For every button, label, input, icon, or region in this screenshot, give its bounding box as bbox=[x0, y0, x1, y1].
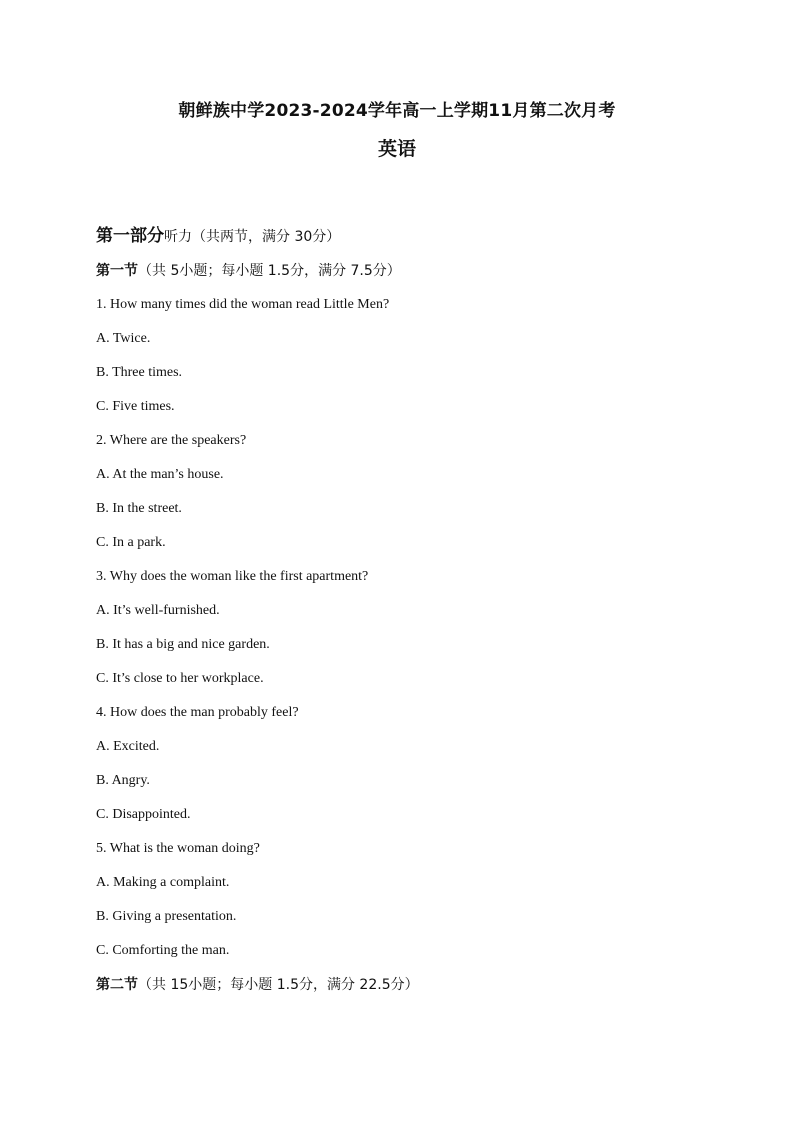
section1-heading-bold: 第一节 bbox=[96, 263, 138, 279]
question-1-option-c: C. Five times. bbox=[96, 399, 175, 414]
question-2-stem: 2. Where are the speakers? bbox=[96, 433, 247, 448]
question-1-option-b: B. Three times. bbox=[96, 365, 183, 380]
question-4-option-c: C. Disappointed. bbox=[96, 807, 191, 822]
question-2-option-c: C. In a park. bbox=[96, 535, 166, 550]
exam-subject: 英语 bbox=[377, 138, 416, 160]
question-4-option-a: A. Excited. bbox=[96, 739, 160, 754]
question-1-option-a: A. Twice. bbox=[96, 331, 151, 346]
question-2-option-b: B. In the street. bbox=[96, 501, 182, 516]
question-3-option-a: A. It’s well-furnished. bbox=[96, 603, 220, 618]
question-3-option-c: C. It’s close to her workplace. bbox=[96, 671, 264, 686]
section2-heading-rest: （共 15小题；每小题 1.5分，满分 22.5分） bbox=[138, 977, 419, 993]
question-3-stem: 3. Why does the woman like the first apartment? bbox=[96, 569, 369, 584]
question-4-option-b: B. Angry. bbox=[96, 773, 150, 788]
question-5-option-a: A. Making a complaint. bbox=[96, 875, 230, 890]
question-1-stem: 1. How many times did the woman read Little Men? bbox=[96, 297, 390, 312]
question-5-stem: 5. What is the woman doing? bbox=[96, 841, 260, 856]
part1-heading bbox=[96, 226, 340, 247]
section1-heading bbox=[96, 261, 401, 282]
section2-heading-bold: 第二节 bbox=[96, 977, 138, 993]
question-4-stem: 4. How does the man probably feel? bbox=[96, 705, 299, 720]
section1-heading-rest: （共 5小题；每小题 1.5分，满分 7.5分） bbox=[138, 263, 401, 279]
part1-heading-bold: 第一部分 bbox=[96, 226, 164, 246]
question-5-option-b: B. Giving a presentation. bbox=[96, 909, 237, 924]
question-3-option-b: B. It has a big and nice garden. bbox=[96, 637, 270, 652]
question-2-option-a: A. At the man’s house. bbox=[96, 467, 224, 482]
exam-title: 朝鲜族中学2023-2024学年高一上学期11月第二次月考 bbox=[178, 101, 616, 121]
section2-heading bbox=[96, 975, 419, 996]
question-5-option-c: C. Comforting the man. bbox=[96, 943, 230, 958]
part1-heading-rest: 听力（共两节，满分 30分） bbox=[164, 229, 341, 245]
